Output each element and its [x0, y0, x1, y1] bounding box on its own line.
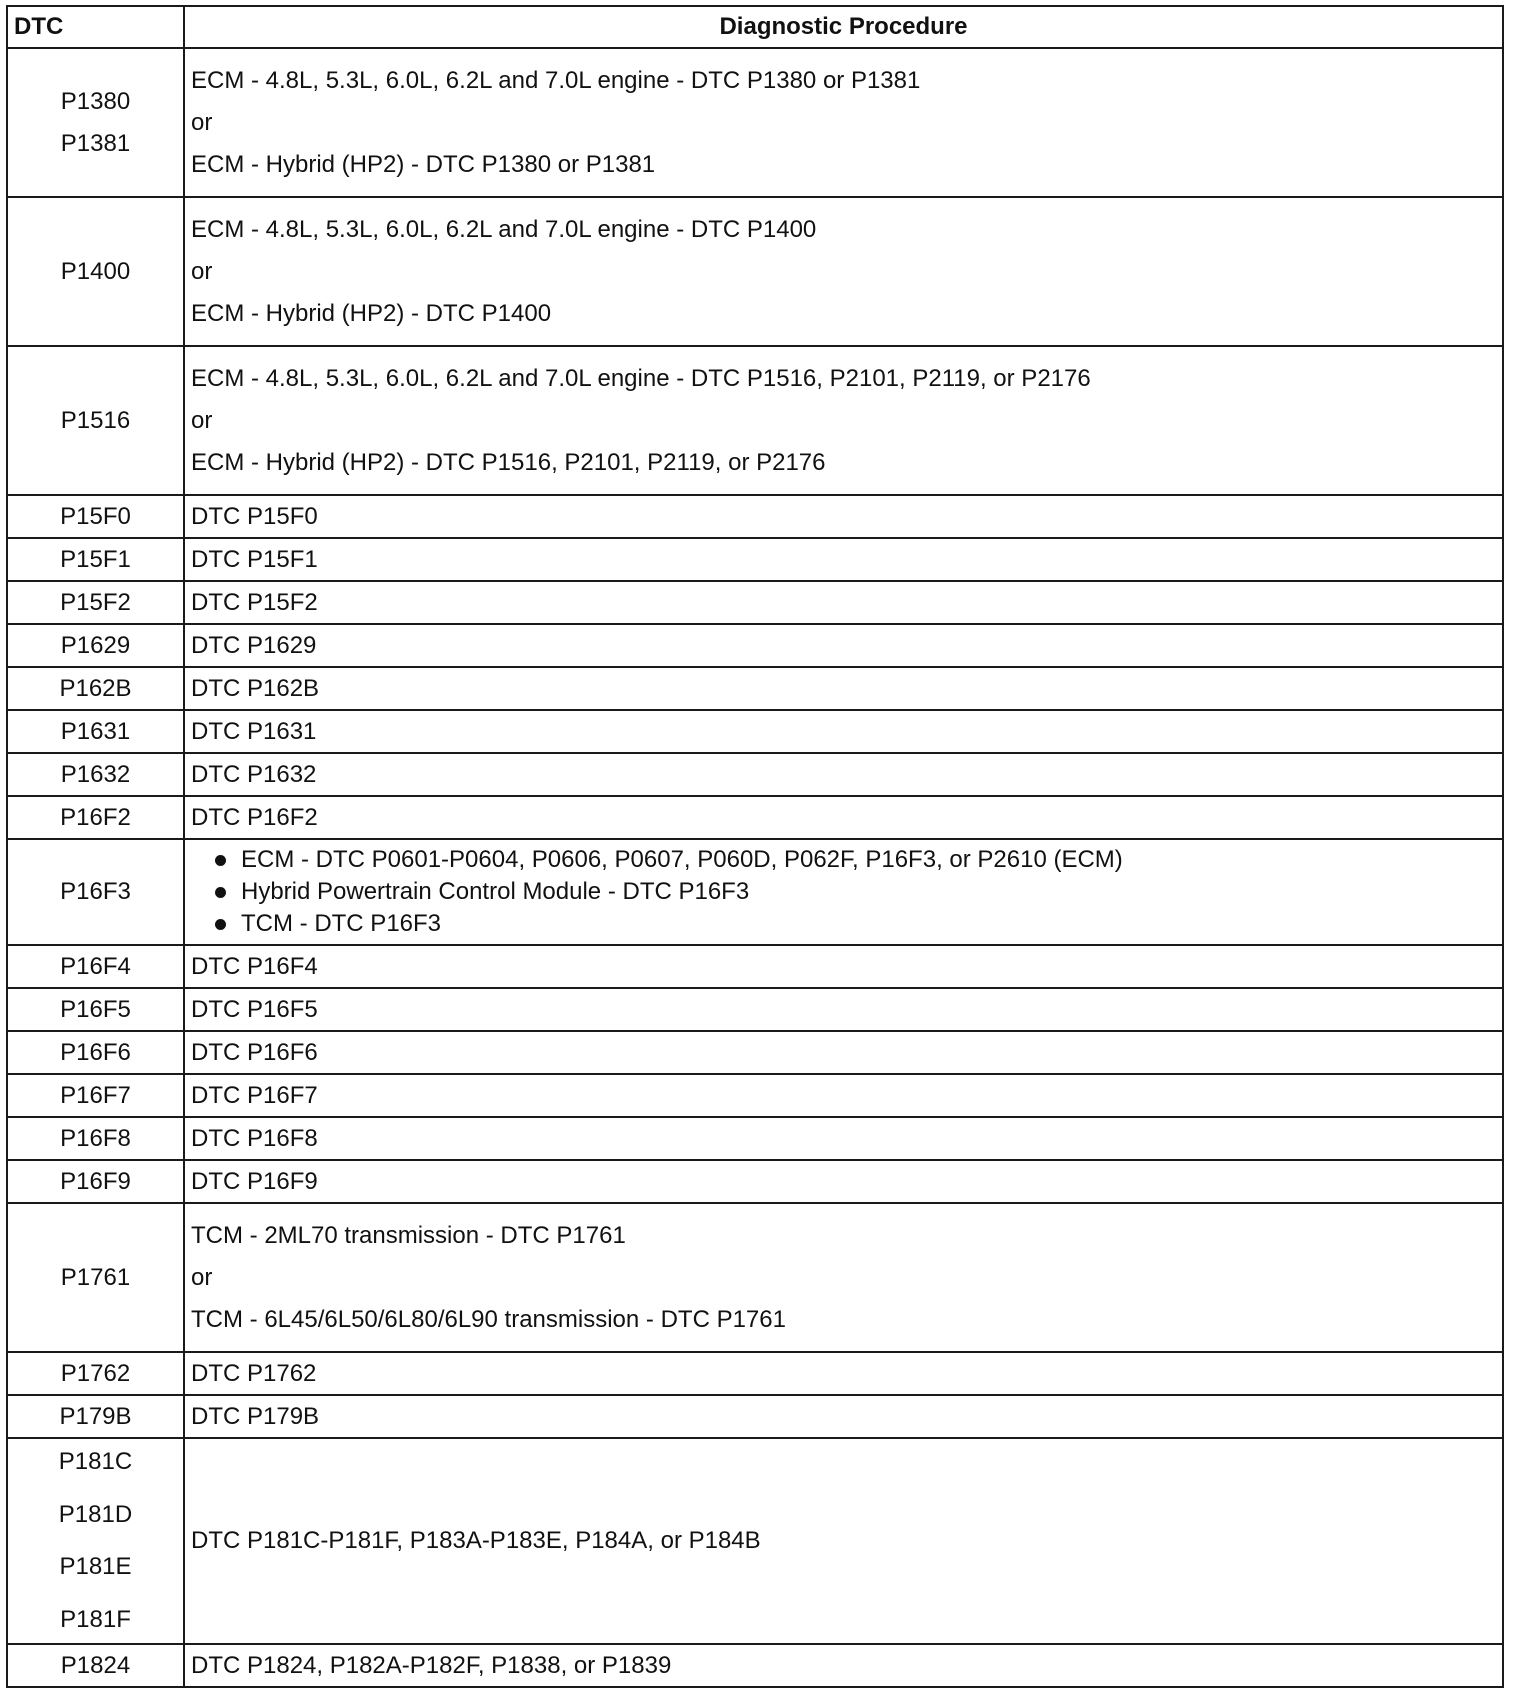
bullet-icon — [215, 887, 226, 898]
table-row — [7, 1031, 1503, 1074]
procedure-cell: DTC P16F8 — [184, 1117, 1503, 1160]
table-row — [7, 796, 1503, 839]
procedure-cell: DTC P16F9 — [184, 1160, 1503, 1203]
bullet-text: Hybrid Powertrain Control Module - DTC P16F3 — [241, 878, 750, 905]
procedure-cell: DTC P16F6 — [184, 1031, 1503, 1074]
table-row — [7, 538, 1503, 581]
procedure-cell: DTC P1629 — [184, 624, 1503, 667]
procedure-cell — [184, 48, 1503, 197]
dtc-code: P181C — [58, 1448, 133, 1475]
procedure-line: ECM - Hybrid (HP2) - DTC P1516, P2101, P2119, or P2176 — [191, 448, 826, 476]
dtc-cell: P1762 — [7, 1352, 184, 1395]
procedure-line: or — [191, 1263, 213, 1291]
procedure-cell: DTC P1762 — [184, 1352, 1503, 1395]
procedure-line: ECM - Hybrid (HP2) - DTC P1400 — [191, 299, 552, 327]
table-row — [7, 495, 1503, 538]
procedure-cell — [184, 346, 1503, 495]
dtc-code: P1380 — [60, 87, 131, 115]
procedure-cell: DTC P1631 — [184, 710, 1503, 753]
procedure-cell: DTC P162B — [184, 667, 1503, 710]
list-item — [221, 844, 1496, 876]
procedure-cell: DTC P181C-P181F, P183A-P183E, P184A, or P184B — [184, 1438, 1503, 1644]
bullet-text: ECM - DTC P0601-P0604, P0606, P0607, P060D, P062F, P16F3, or P2610 (ECM) — [241, 846, 1123, 873]
table-row — [7, 1160, 1503, 1203]
procedure-cell: DTC P16F7 — [184, 1074, 1503, 1117]
dtc-cell: P15F0 — [7, 495, 184, 538]
bullet-icon — [215, 919, 226, 930]
dtc-cell: P1761 — [7, 1203, 184, 1352]
dtc-cell: P1629 — [7, 624, 184, 667]
procedure-cell: DTC P15F1 — [184, 538, 1503, 581]
table-row — [7, 1438, 1503, 1644]
column-header-procedure: Diagnostic Procedure — [184, 6, 1503, 48]
dtc-cell: P16F2 — [7, 796, 184, 839]
table-row — [7, 581, 1503, 624]
procedure-cell: DTC P179B — [184, 1395, 1503, 1438]
list-item — [221, 908, 1496, 940]
procedure-bullet-list — [191, 844, 1496, 940]
procedure-cell: DTC P16F5 — [184, 988, 1503, 1031]
procedure-cell: DTC P15F0 — [184, 495, 1503, 538]
dtc-cell: P179B — [7, 1395, 184, 1438]
table-row — [7, 1074, 1503, 1117]
bullet-icon — [215, 855, 226, 866]
dtc-cell: P1824 — [7, 1644, 184, 1687]
dtc-code: P181E — [59, 1553, 132, 1581]
table-row — [7, 1395, 1503, 1438]
dtc-cell: P1400 — [7, 197, 184, 346]
procedure-cell: DTC P1824, P182A-P182F, P1838, or P1839 — [184, 1644, 1503, 1687]
table-row — [7, 753, 1503, 796]
procedure-cell: DTC P15F2 — [184, 581, 1503, 624]
dtc-code: P1381 — [60, 129, 131, 157]
dtc-cell: P1516 — [7, 346, 184, 495]
table-row — [7, 1203, 1503, 1352]
procedure-line: or — [191, 406, 213, 434]
procedure-line: ECM - Hybrid (HP2) - DTC P1380 or P1381 — [191, 150, 656, 178]
dtc-cell: P16F7 — [7, 1074, 184, 1117]
procedure-cell: DTC P16F4 — [184, 945, 1503, 988]
table-row — [7, 710, 1503, 753]
procedure-cell — [184, 197, 1503, 346]
table-row — [7, 945, 1503, 988]
procedure-cell — [184, 1203, 1503, 1352]
dtc-code: P181F — [60, 1605, 131, 1633]
procedure-cell — [184, 839, 1503, 945]
procedure-line: ECM - 4.8L, 5.3L, 6.0L, 6.2L and 7.0L engine - DTC P1400 — [191, 215, 817, 243]
table-row — [7, 197, 1503, 346]
dtc-cell: P16F9 — [7, 1160, 184, 1203]
procedure-line: ECM - 4.8L, 5.3L, 6.0L, 6.2L and 7.0L engine - DTC P1516, P2101, P2119, or P2176 — [191, 364, 1091, 392]
table-row — [7, 1117, 1503, 1160]
table-row — [7, 1352, 1503, 1395]
procedure-line: or — [191, 108, 213, 136]
dtc-table — [6, 5, 1504, 1688]
dtc-cell — [7, 1438, 184, 1644]
dtc-cell: P162B — [7, 667, 184, 710]
procedure-line: or — [191, 257, 213, 285]
list-item — [221, 876, 1496, 908]
dtc-cell: P16F6 — [7, 1031, 184, 1074]
table-row — [7, 1644, 1503, 1687]
dtc-cell: P15F2 — [7, 581, 184, 624]
table-row — [7, 839, 1503, 945]
table-row — [7, 48, 1503, 197]
dtc-cell: P16F8 — [7, 1117, 184, 1160]
table-row — [7, 346, 1503, 495]
procedure-line: TCM - 2ML70 transmission - DTC P1761 — [191, 1221, 626, 1249]
table-row — [7, 667, 1503, 710]
dtc-cell — [7, 48, 184, 197]
dtc-cell: P15F1 — [7, 538, 184, 581]
table-row — [7, 624, 1503, 667]
dtc-cell: P1632 — [7, 753, 184, 796]
table-header-row — [7, 6, 1503, 48]
dtc-cell: P1631 — [7, 710, 184, 753]
dtc-cell: P16F4 — [7, 945, 184, 988]
dtc-code: P181D — [58, 1500, 133, 1528]
procedure-cell: DTC P16F2 — [184, 796, 1503, 839]
table-row — [7, 988, 1503, 1031]
procedure-line: TCM - 6L45/6L50/6L80/6L90 transmission - DTC P1761 — [191, 1305, 786, 1333]
procedure-cell: DTC P1632 — [184, 753, 1503, 796]
dtc-cell: P16F5 — [7, 988, 184, 1031]
procedure-line: ECM - 4.8L, 5.3L, 6.0L, 6.2L and 7.0L engine - DTC P1380 or P1381 — [191, 66, 921, 94]
column-header-dtc: DTC — [7, 6, 184, 48]
bullet-text: TCM - DTC P16F3 — [241, 910, 442, 937]
dtc-cell: P16F3 — [7, 839, 184, 945]
